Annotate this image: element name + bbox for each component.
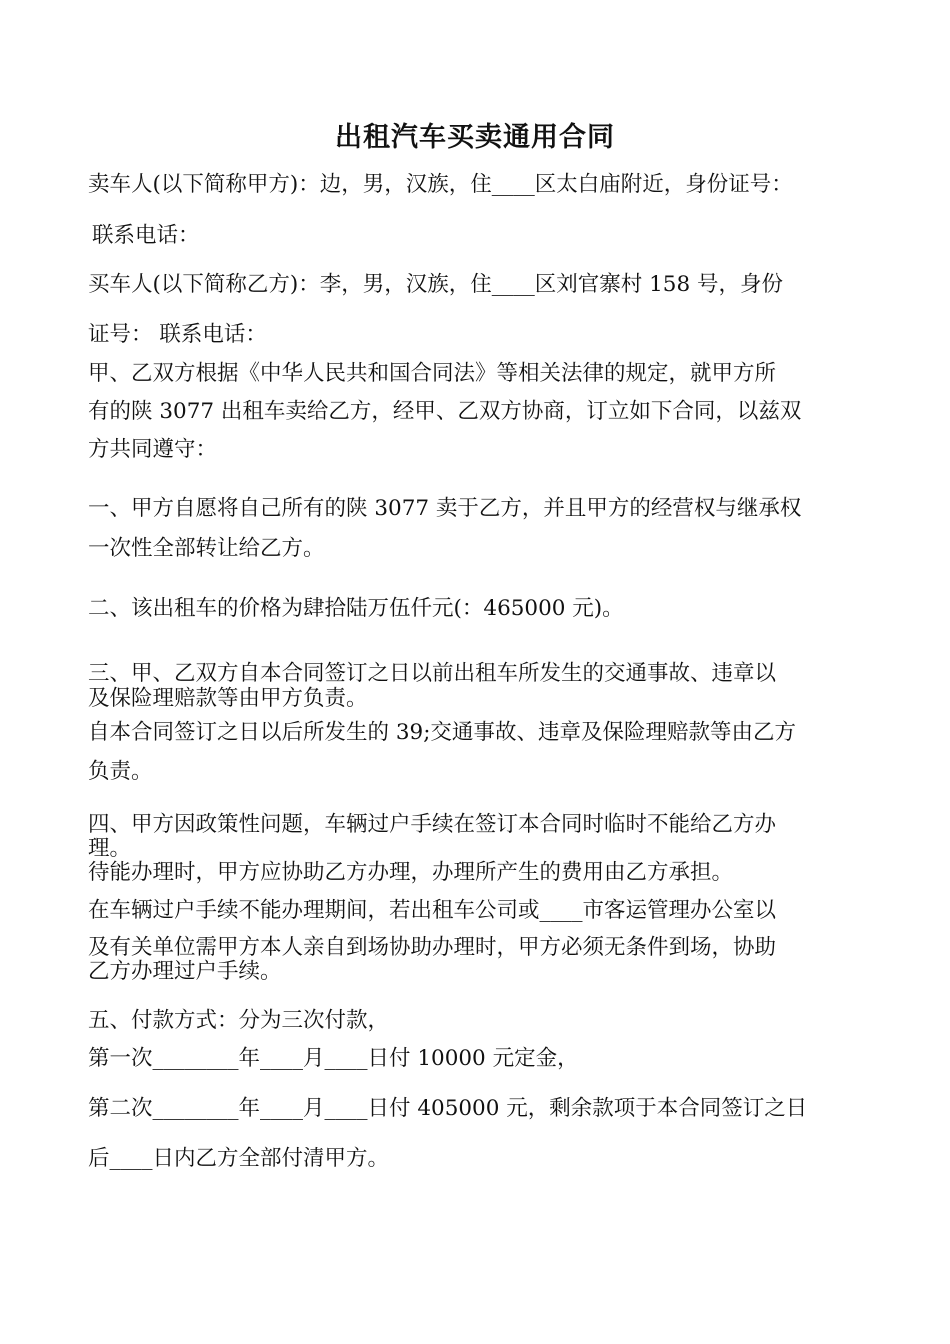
clause-5-line-3: 第二次________年____月____日付 405000 元，剩余款项于本合同签订之日	[88, 1096, 808, 1121]
clause-3-line-3: 自本合同签订之日以后所发生的 39;交通事故、违章及保险理赔款等由乙方	[88, 720, 796, 745]
preamble-line-3: 方共同遵守：	[88, 437, 218, 462]
clause-2-line: 二、该出租车的价格为肆拾陆万伍仟元(：465000 元)。	[88, 596, 624, 621]
clause-4-line-1: 四、甲方因政策性问题，车辆过户手续在签订本合同时临时不能给乙方办	[88, 812, 777, 837]
clause-5-line-2: 第一次________年____月____日付 10000 元定金，	[88, 1046, 579, 1071]
clause-5-line-4: 后____日内乙方全部付清甲方。	[88, 1146, 390, 1171]
document-title: 出租汽车买卖通用合同	[335, 122, 615, 153]
clause-3-line-1: 三、甲、乙双方自本合同签订之日以前出租车所发生的交通事故、违章以	[88, 661, 777, 686]
clause-3-line-4: 负责。	[88, 759, 153, 784]
clause-4-line-2: 理。	[88, 836, 132, 861]
buyer-info-line: 买车人(以下简称乙方)：李，男，汉族，住____区刘官寨村 158 号，身份	[88, 272, 783, 297]
clause-4-line-3: 待能办理时，甲方应协助乙方办理，办理所产生的费用由乙方承担。	[88, 860, 734, 885]
preamble-line-1: 甲、乙双方根据《中华人民共和国合同法》等相关法律的规定，就甲方所	[88, 361, 777, 386]
preamble-line-2: 有的陕 3077 出租车卖给乙方，经甲、乙双方协商，订立如下合同，以兹双	[88, 399, 802, 424]
seller-info-line: 卖车人(以下简称甲方)：边，男，汉族，住____区太白庙附近，身份证号：	[88, 172, 793, 197]
clause-4-line-4: 在车辆过户手续不能办理期间，若出租车公司或____市客运管理办公室以	[88, 898, 777, 923]
clause-1-line-1: 一、甲方自愿将自己所有的陕 3077 卖于乙方，并且甲方的经营权与继承权	[88, 496, 802, 521]
clause-1-line-2: 一次性全部转让给乙方。	[88, 536, 325, 561]
clause-4-line-6: 乙方办理过户手续。	[88, 959, 282, 984]
clause-5-line-1: 五、付款方式：分为三次付款，	[88, 1008, 390, 1033]
clause-4-line-5: 及有关单位需甲方本人亲自到场协助办理时，甲方必须无条件到场，协助	[88, 935, 777, 960]
clause-3-line-2: 及保险理赔款等由甲方负责。	[88, 686, 368, 711]
seller-phone-line: 联系电话：	[92, 223, 200, 248]
buyer-id-line: 证号： 联系电话：	[88, 322, 267, 347]
